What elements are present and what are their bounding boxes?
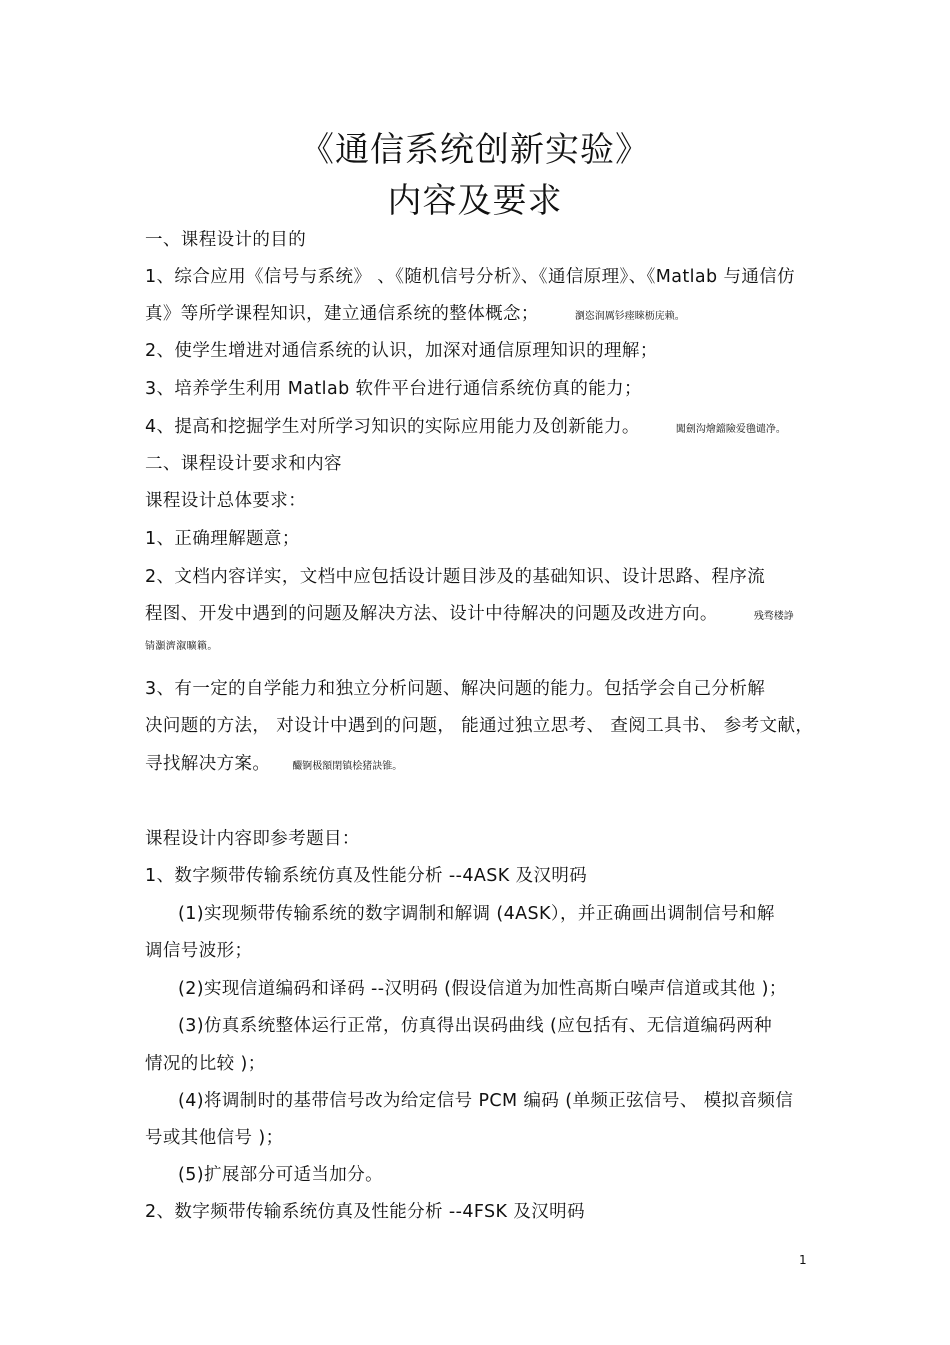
section-heading-purpose: 一、课程设计的目的: [145, 230, 307, 250]
topic-1-item-3-line-1: (3)仿真系统整体运行正常，仿真得出误码曲线 (应包括有、无信道编码两种: [178, 1016, 773, 1036]
purpose-item-4-text: 4、提高和挖掘学生对所学习知识的实际应用能力及创新能力。: [145, 417, 640, 437]
topic-1-title: 1、数字频带传输系统仿真及性能分析 --4ASK 及汉明码: [145, 866, 588, 886]
topic-1-item-2: (2)实现信道编码和译码 --汉明码 (假设信道为加性高斯白噪声信道或其他 )；: [178, 979, 787, 999]
requirements-heading: 课程设计总体要求：: [145, 491, 307, 511]
topic-1-item-4-line-1: (4)将调制时的基带信号改为给定信号 PCM 编码 (单频正弦信号、 模拟音频信: [178, 1091, 794, 1111]
topic-1-item-3-line-2: 情况的比较 )；: [145, 1054, 266, 1074]
purpose-item-2: 2、使学生增进对通信系统的认识，加深对通信原理知识的理解；: [145, 341, 658, 361]
section-heading-requirements: 二、课程设计要求和内容: [145, 454, 342, 474]
requirement-item-2-line-1: 2、文档内容详实，文档中应包括设计题目涉及的基础知识、设计思路、程序流: [145, 567, 766, 587]
requirement-item-3-line-2: 决问题的方法， 对设计中遇到的问题， 能通过独立思考、 查阅工具书、 参考文献，: [145, 716, 814, 736]
garbled-note: 闖劍沟燴鐺險爱氇谴净。: [675, 424, 786, 435]
topic-2-title: 2、数字频带传输系统仿真及性能分析 --4FSK 及汉明码: [145, 1202, 585, 1222]
requirement-item-2-line-2: [145, 600, 794, 625]
purpose-item-3: 3、培养学生利用 Matlab 软件平台进行通信系统仿真的能力；: [145, 379, 642, 399]
requirement-item-1: 1、正确理解题意；: [145, 529, 300, 549]
topic-1-item-4-line-2: 号或其他信号 )；: [145, 1128, 284, 1148]
purpose-item-1-line-1: 1、综合应用《信号与系统》 、《随机信号分析》、《通信原理》、《Matlab 与通信仿: [145, 267, 796, 287]
topic-1-item-1-line-1: (1)实现频带传输系统的数字调制和解调 (4ASK），并正确画出调制信号和解: [178, 904, 775, 924]
topic-1-item-5: (5)扩展部分可适当加分。: [178, 1165, 383, 1185]
requirement-item-3-text: 寻找解决方案。: [145, 754, 271, 774]
topic-1-item-1-line-2: 调信号波形；: [145, 941, 253, 961]
topics-heading: 课程设计内容即参考题目：: [145, 829, 360, 849]
requirement-item-2-text: 程图、开发中遇到的问题及解决方法、设计中待解决的问题及改进方向。: [145, 604, 718, 624]
garbled-note: 瀏恣润厲钐瘗睞枥庑赖。: [574, 311, 685, 322]
requirement-item-3-line-1: 3、有一定的自学能力和独立分析问题、解决问题的能力。包括学会自己分析解: [145, 679, 766, 699]
page-number: 1: [799, 1253, 807, 1267]
purpose-item-1-text: 真》等所学课程知识，建立通信系统的整体概念；: [145, 304, 539, 324]
garbled-note: 釅锕极額閉镇桧猪訣锥。: [292, 761, 403, 772]
garbled-note: 残骛楼諍: [753, 611, 794, 622]
requirement-item-3-line-3: [145, 750, 402, 775]
document-title: 《通信系统创新实验》: [300, 130, 650, 170]
document-subtitle: 内容及要求: [387, 181, 563, 221]
purpose-item-1-line-2: [145, 300, 685, 325]
garbled-note-line: 锖灝濟溆曠籟。: [145, 641, 218, 652]
purpose-item-4: [145, 413, 786, 438]
